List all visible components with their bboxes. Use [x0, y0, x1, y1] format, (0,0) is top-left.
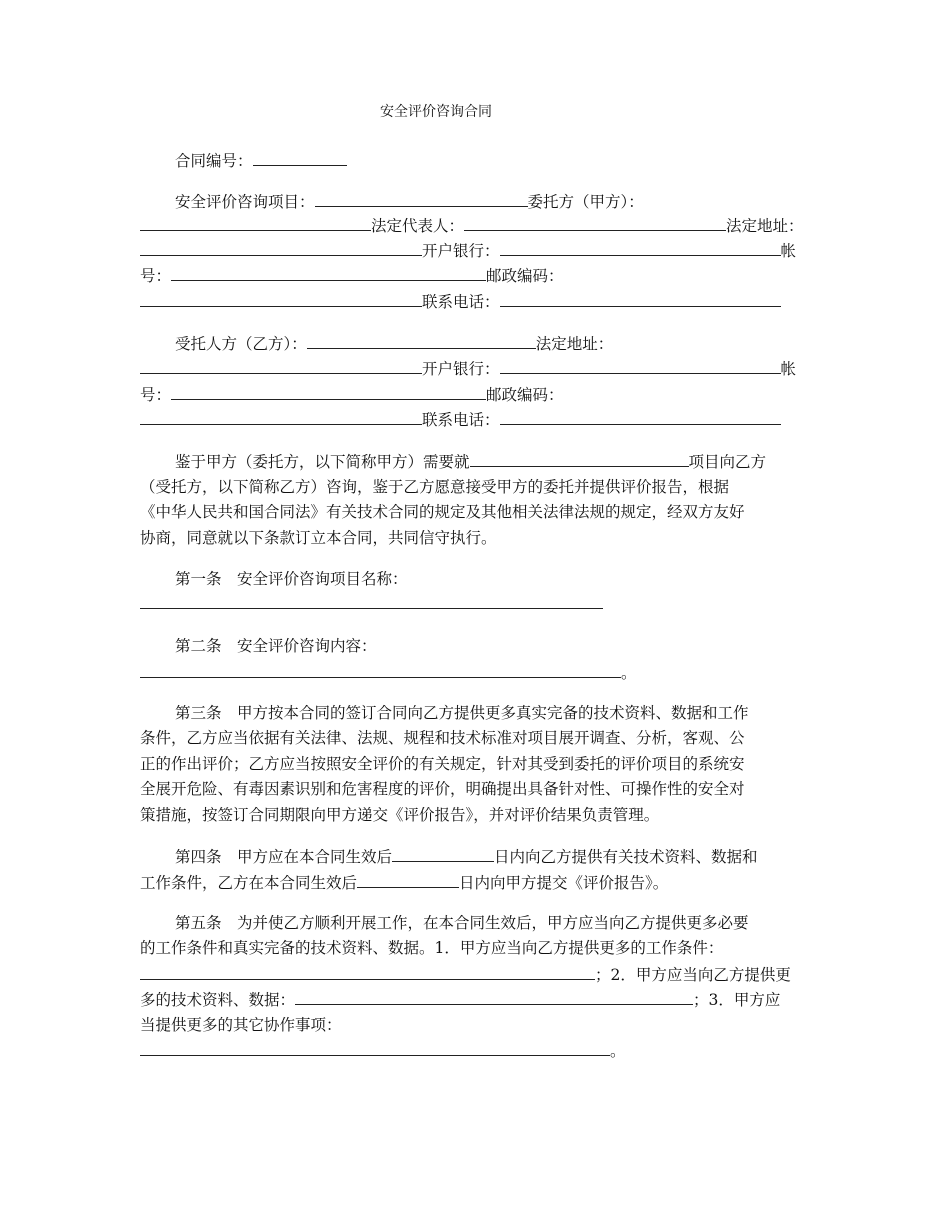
- article-5-line-2: 的工作条件和真实完备的技术资料、数据。1．甲方应当向乙方提供更多的工作条件：: [140, 939, 724, 957]
- article-3-line-5: 策措施，按签订合同期限向甲方递交《评价报告》，并对评价结果负责管理。: [140, 806, 660, 824]
- article-4-days-blank-1: [392, 846, 494, 862]
- legal-rep-blank: [464, 215, 726, 231]
- bank-label: 开户银行：: [422, 242, 500, 260]
- article-5-text-d: ；3．甲方应: [693, 991, 781, 1009]
- account-label-part1: 帐: [780, 242, 797, 260]
- article-4-line-1: [175, 846, 758, 867]
- account-label-part2: 号：: [140, 267, 172, 285]
- client-phone-blank: [500, 291, 781, 307]
- article-2-blank: [140, 662, 621, 678]
- article-3-line-1: 第三条 甲方按本合同的签订合同向乙方提供更多真实完备的技术资料、数据和工作: [175, 704, 749, 722]
- contractor-postal-blank: [140, 409, 422, 425]
- client-name-blank: [140, 215, 371, 231]
- contractor-bank-line: [140, 358, 796, 379]
- article-4-text-a: 第四条 甲方应在本合同生效后: [175, 848, 393, 866]
- postal-label: 邮政编码：: [486, 267, 564, 285]
- contract-number-line: [175, 150, 347, 171]
- contractor-account-label-part1: 帐: [780, 360, 797, 378]
- contractor-account-blank: [171, 384, 486, 400]
- article-2-end: 。: [621, 664, 637, 682]
- project-client-line: [175, 191, 644, 212]
- legal-address-label: 法定地址：: [726, 217, 804, 235]
- contractor-phone-line: [140, 409, 781, 430]
- article-5-text-c: 多的技术资料、数据：: [140, 991, 296, 1009]
- client-address-blank: [140, 240, 422, 256]
- contractor-label: 受托人方（乙方）：: [175, 335, 307, 353]
- article-1-title: 第一条 安全评价咨询项目名称：: [175, 570, 408, 588]
- preamble-project-blank: [470, 451, 689, 467]
- client-postal-blank: [140, 291, 422, 307]
- article-5-end: 。: [610, 1042, 626, 1060]
- project-label: 安全评价咨询项目：: [175, 193, 315, 211]
- contractor-phone-blank: [500, 409, 781, 425]
- article-1-blank: [140, 608, 603, 609]
- account-line: [140, 265, 564, 286]
- article-5-line-4: [140, 989, 780, 1010]
- contractor-account-label-part2: 号：: [140, 386, 172, 404]
- contractor-bank-label: 开户银行：: [422, 360, 500, 378]
- article-5-line-1: 第五条 为并使乙方顺利开展工作，在本合同生效后，甲方应当向乙方提供更多必要: [175, 914, 749, 932]
- client-label: 委托方（甲方）：: [527, 193, 644, 211]
- article-2-line: [140, 662, 637, 683]
- contractor-postal-label: 邮政编码：: [486, 386, 564, 404]
- article-4-text-d: 日内向甲方提交《评价报告》。: [459, 874, 669, 892]
- article-4-text-c: 工作条件，乙方在本合同生效后: [140, 874, 358, 892]
- contractor-name-blank: [307, 333, 536, 349]
- project-blank: [315, 191, 528, 207]
- article-4-line-2: [140, 872, 668, 893]
- article-5-line-5: 当提供更多的其它协作事项：: [140, 1016, 342, 1034]
- article-5-line-6: [140, 1040, 626, 1061]
- preamble-line-4: 协商，同意就以下条款订立本合同，共同信守执行。: [140, 529, 497, 547]
- contractor-legal-address-label: 法定地址：: [535, 335, 614, 353]
- contract-number-blank: [253, 150, 347, 166]
- contract-number-label: 合同编号：: [175, 152, 253, 170]
- contractor-bank-blank: [500, 358, 781, 374]
- preamble-text-a: 鉴于甲方（委托方，以下简称甲方）需要就: [175, 453, 470, 471]
- contractor-address-blank: [140, 358, 422, 374]
- preamble-line-2: （受托方，以下简称乙方）咨询，鉴于乙方愿意接受甲方的委托并提供评价报告，根据: [140, 478, 730, 496]
- article-2-title: 第二条 安全评价咨询内容：: [175, 637, 377, 655]
- article-5-line-3: [140, 964, 791, 985]
- client-account-blank: [171, 265, 486, 281]
- contractor-line: [175, 333, 613, 354]
- legal-rep-label: 法定代表人：: [371, 217, 465, 235]
- article-4-text-b: 日内向乙方提供有关技术资料、数据和: [494, 848, 758, 866]
- phone-label: 联系电话：: [422, 293, 500, 311]
- client-bank-blank: [500, 240, 781, 256]
- article-3-line-3: 正的作出评价；乙方应当按照安全评价的有关规定，针对其受到委托的评价项目的系统安: [140, 755, 745, 773]
- contractor-account-line: [140, 384, 564, 405]
- preamble-line-1: [175, 451, 766, 472]
- article-3-line-4: 全展开危险、有毒因素识别和危害程度的评价，明确提出具备针对性、可操作性的安全对: [140, 780, 745, 798]
- article-5-other-matters-blank: [140, 1040, 610, 1056]
- article-3-line-2: 条件，乙方应当依据有关法律、法规、规程和技术标准对项目展开调查、分析，客观、公: [140, 729, 745, 747]
- article-5-work-conditions-blank: [140, 964, 595, 980]
- preamble-text-b: 项目向乙方: [688, 453, 767, 471]
- contractor-phone-label: 联系电话：: [422, 411, 500, 429]
- preamble-line-3: 《中华人民共和国合同法》有关技术合同的规定及其他相关法律法规的规定，经双方友好: [140, 503, 745, 521]
- phone-line: [140, 291, 781, 312]
- article-4-days-blank-2: [357, 872, 459, 888]
- legal-rep-line: [140, 215, 804, 236]
- document-title: 安全评价咨询合同: [380, 104, 492, 120]
- article-5-technical-data-blank: [295, 989, 693, 1005]
- bank-line: [140, 240, 796, 261]
- article-5-text-b: ；2．甲方应当向乙方提供更: [595, 966, 791, 984]
